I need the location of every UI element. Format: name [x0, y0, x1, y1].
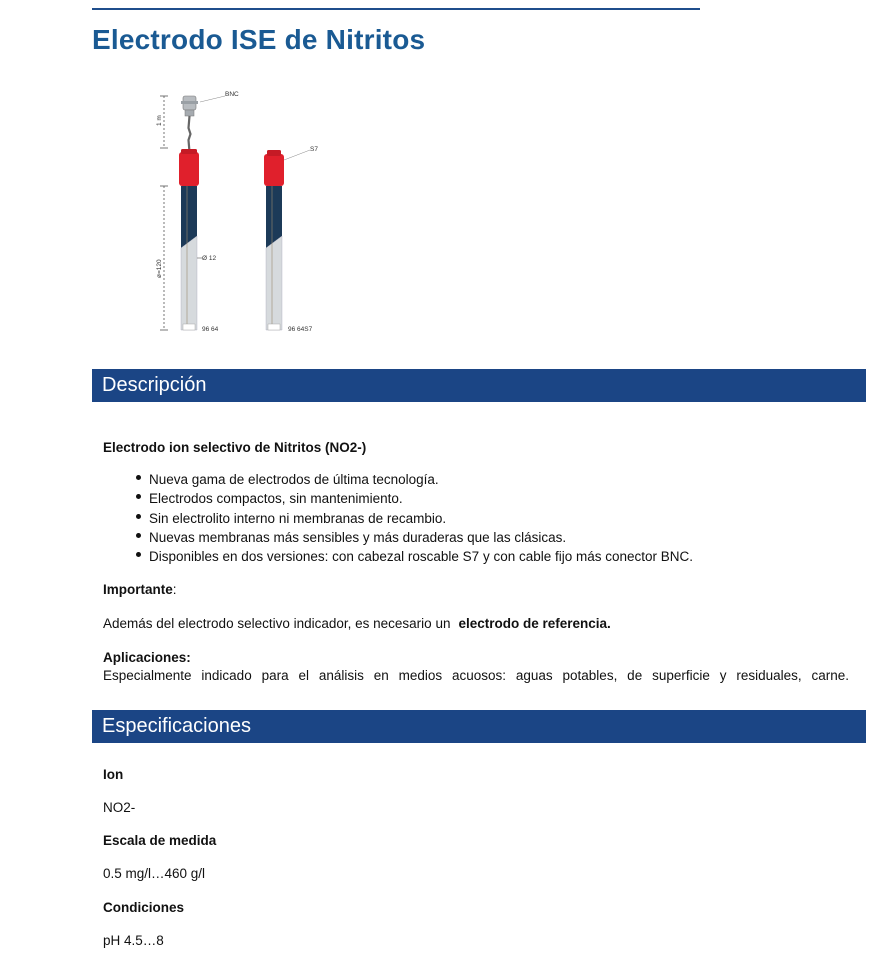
dimension-lines: [160, 96, 168, 330]
page-title: Electrodo ISE de Nitritos: [92, 24, 426, 55]
feature-list: [103, 470, 693, 566]
label-cable-length: 1 m: [156, 115, 163, 126]
electrode-figure: [150, 86, 340, 341]
section-heading-description: Descripción: [92, 369, 866, 402]
list-item: Nueva gama de electrodos de última tecnología.: [103, 470, 693, 489]
bullet-icon: [136, 494, 141, 499]
list-item: Disponibles en dos versiones: con cabezal roscable S7 y con cable fijo más conector BNC.: [103, 547, 693, 566]
bnc-cable: [189, 116, 191, 152]
applications-label: Aplicaciones:: [103, 650, 191, 665]
s7-body-light: [266, 236, 282, 330]
description-subtitle: Electrodo ion selectivo de Nitritos (NO2-): [103, 440, 367, 455]
bnc-body-light: [181, 236, 197, 330]
list-item: Nuevas membranas más sensibles y más duraderas que las clásicas.: [103, 528, 693, 547]
spec-value-ion: NO2-: [103, 800, 136, 815]
applications-text: Especialmente indicado para el análisis en medios acuosos: aguas potables, de superficie y residuales, carne.: [103, 668, 849, 683]
bnc-head: [179, 152, 199, 186]
list-item: Sin electrolito interno ni membranas de recambio.: [103, 509, 693, 528]
label-bnc: BNC: [225, 91, 239, 98]
label-model-bnc: 96 64: [202, 326, 219, 333]
list-item: Electrodos compactos, sin mantenimiento.: [103, 489, 693, 508]
label-body-length: ø=120: [156, 259, 163, 278]
important-label: Importante:: [103, 582, 177, 597]
reference-electrode-emphasis: electrodo de referencia.: [458, 616, 611, 631]
spec-label-ion: Ion: [103, 767, 124, 782]
spec-label-range: Escala de medida: [103, 833, 217, 848]
spec-label-conditions: Condiciones: [103, 900, 185, 915]
label-s7: S7: [310, 146, 318, 153]
spec-value-conditions: pH 4.5…8: [103, 933, 164, 948]
top-rule: [92, 8, 700, 10]
spec-value-range: 0.5 mg/l…460 g/l: [103, 866, 206, 881]
s7-head: [264, 154, 284, 186]
bullet-icon: [136, 514, 141, 519]
label-model-s7: 96 64S7: [288, 326, 313, 333]
bullet-icon: [136, 475, 141, 480]
bullet-icon: [136, 552, 141, 557]
s7-electrode: [264, 150, 284, 330]
important-text: Además del electrodo selectivo indicador, es necesario un electrodo de referencia.: [103, 616, 611, 631]
section-heading-specifications: Especificaciones: [92, 710, 866, 743]
bnc-electrode: [179, 96, 199, 330]
bullet-icon: [136, 533, 141, 538]
label-diameter: Ø 12: [202, 255, 217, 262]
